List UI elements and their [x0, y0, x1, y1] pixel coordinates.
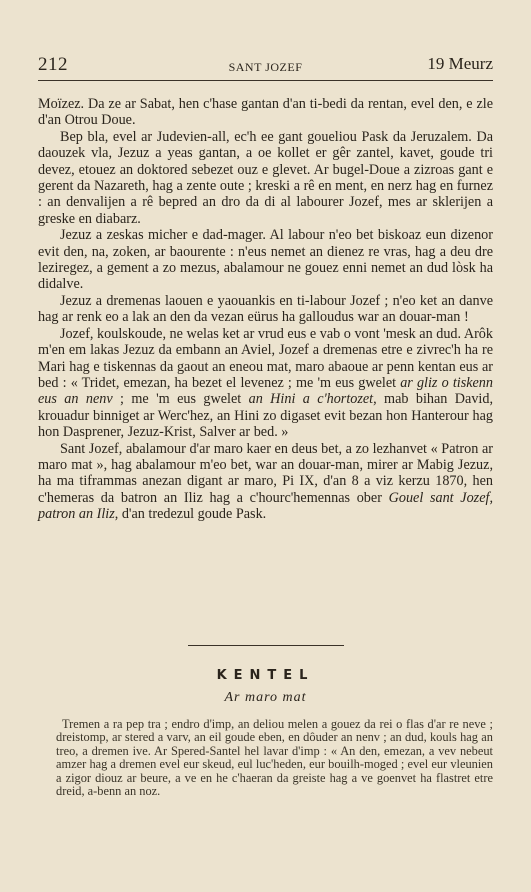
paragraph-5-text-b: ; me 'm eus gwelet [112, 391, 249, 408]
paragraph-6-italic: Gouel sant Jozef, patron an Iliz [38, 489, 493, 523]
paragraph-4: Jezuz a dremenas laouen e yaouankis en ti-labour Jozef ; n'eo ket an danve hag ar renk eo a lak an den da vezan eürus ha galloudus war an douar-man ! [38, 292, 493, 326]
header-date: 19 Meurz [427, 54, 493, 73]
main-text [38, 96, 493, 523]
section-divider [188, 645, 344, 646]
section-subtitle: Ar maro mat [224, 690, 307, 705]
paragraph-5-italic-1: ar gliz o tiskenn eus an nenv [38, 374, 493, 408]
paragraph-5 [38, 326, 493, 441]
page-number: 212 [38, 54, 68, 75]
paragraph-3: Jezuz a zeskas micher e dad-mager. Al labour n'eo bet biskoaz eun dizenor evit den, na, zoken, ar baourente : n'eus nemet an dienez re vras, hag a deu dre leziregez, a gement a zo mezus, abalamour ne gouez enni nemet an dud lòsk ha didalve. [38, 227, 493, 293]
paragraph-1: Moïzez. Da ze ar Sabat, hen c'hase gantan d'an ti-bedi da rentan, evel den, e zle d'an Otrou Doue. [38, 96, 493, 129]
paragraph-5-text-c: , mab bihan David, krouadur binniget ar Werc'hez, an Hini zo digaset evit bezan hon Hanterour hag hon Dasprener, Jezuz-Krist, Salver ar bed. » [38, 391, 494, 441]
page-header [38, 54, 493, 81]
paragraph-6-text-b: , d'an tredezul goude Pask. [114, 506, 267, 523]
paragraph-6-text-a: Sant Jozef, abalamour d'ar maro kaer en deus bet, a zo lezhanvet « Patron ar maro mat », hag abalamour m'eo bet, war an douar-man, mirer ar Mabig Jezuz, ha ma tiframmas anezan digant ar maro, Pi IX, d'an 8 a viz kerzu 1870, hen c'hemeras da batron an Iliz hag a c'hourc'hemennas ober [38, 440, 493, 506]
paragraph-6 [38, 441, 493, 523]
running-title: SANT JOZEF [228, 60, 303, 74]
lesson-text [56, 718, 493, 798]
paragraph-5-italic-2: an Hini a c'hortozet [248, 391, 374, 408]
lesson-paragraph: Tremen a ra pep tra ; endro d'imp, an deliou melen a gouez da rei o flas d'ar re neve ; dreistomp, ar stered a varv, an eil goude eben, en dôuder an nenv ; an dud, kouls hag an treo, a dremen ive. Ar Spered-Santel hel lavar d'imp : « An den, emezan, a vev nebeut amzer hag a dremen evel eur skeud, eul luc'heden, eur bouilh-moged ; evel eur vleunien a zigor diouz ar beure, a ve en he c'haeran da greiste hag a ve goenvet ha flastret etre dreid, a-benn an noz. [56, 717, 493, 799]
paragraph-2: Bep bla, evel ar Judevien-all, ec'h ee gant goueliou Pask da Jeruzalem. Da daouzek vla, Jezuz a yeas gantan, a oe kollet er gêr zantel, kavet, goude tri devez, etouez an doktored sebezet ouz e glevet. Ar bugel-Doue a zizroas gant e gerent da Nazareth, hag a zente oute ; kreski a rê en ment, en nerz hag en furnez : an denvalijen a rê bepred an dro da di al labourer Jozef, mes ar sklerijen a greske en diabarz. [38, 128, 493, 227]
section-heading: KENTEL [216, 668, 315, 683]
paragraph-5-text-a: Jozef, koulskoude, ne welas ket ar vrud eus e vab o vont 'mesk an dud. Arôk m'en em lakas Jezuz da embann an Aviel, Jozef a dremenas etre e zivrec'h ha re Mari hag e tiskennas da gaout an eneou mat, maro abaoue ar penn kentan eus ar bed : « Tridet, emezan, ha bezet el levenez ; me 'm eus gwelet [38, 325, 493, 391]
